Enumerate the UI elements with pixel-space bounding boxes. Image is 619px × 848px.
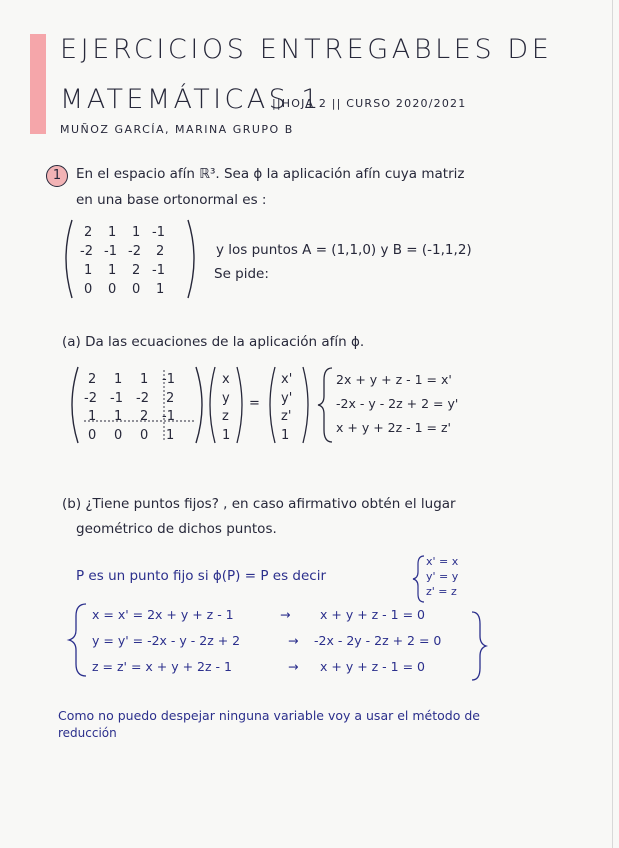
system-right-equation: x + y + z - 1 = 0	[320, 607, 425, 622]
matrix-cell: 2	[88, 372, 97, 387]
matrix-cell: 2	[84, 225, 93, 240]
fixed-condition: z' = z	[426, 585, 457, 598]
title-line-2: MATEMÁTICAS 1	[60, 84, 322, 115]
vector-x-entry: x	[222, 372, 230, 387]
vector-x-prime-entry: 1	[281, 427, 290, 443]
matrix-cell: 1	[108, 225, 117, 240]
matrix-cell: -2	[136, 390, 149, 406]
part-b-heading-line-2: geométrico de dichos puntos.	[76, 521, 277, 537]
vector-x-prime-entry: x'	[281, 372, 293, 387]
matrix-cell: 0	[132, 282, 141, 297]
exercise-statement-line-1: En el espacio afín ℝ³. Sea ϕ la aplicación afín cuya matriz	[76, 166, 465, 182]
title-line-1: EJERCICIOS ENTREGABLES DE	[60, 34, 553, 65]
part-a-equation: 2x + y + z - 1 = x'	[336, 372, 452, 387]
matrix-cell: -2	[80, 244, 93, 259]
system-left-equation: z = z' = x + y + 2z - 1	[92, 659, 232, 674]
matrix-cell: -1	[152, 225, 165, 240]
matrix-cell: -1	[110, 390, 123, 406]
system-right-equation: -2x - 2y - 2z + 2 = 0	[314, 633, 442, 648]
part-b-heading-line-1: (b) ¿Tiene puntos fijos? , en caso afirmativo obtén el lugar	[62, 496, 456, 512]
fixed-point-definition: P es un punto fijo si ϕ(P) = P es decir	[76, 568, 327, 584]
system-left-equation: y = y' = -2x - y - 2z + 2	[92, 633, 241, 648]
matrix-cell: 0	[88, 427, 97, 443]
matrix-cell: 0	[84, 282, 93, 297]
system-arrow: →	[288, 659, 299, 674]
matrix-cell: 1	[108, 263, 117, 278]
vector-x-entry: 1	[222, 427, 231, 443]
matrix-cell: 1	[114, 409, 123, 424]
part-a-equation: -2x - y - 2z + 2 = y'	[336, 396, 459, 411]
vector-x-prime-entry: z'	[281, 409, 292, 424]
se-pide-text: Se pide:	[214, 266, 269, 282]
system-left-equation: x = x' = 2x + y + z - 1	[92, 607, 234, 622]
matrix-cell: 2	[166, 390, 175, 406]
matrix-cell: 0	[114, 427, 123, 443]
note-line-1: Como no puedo despejar ninguna variable voy a usar el método de	[58, 708, 480, 723]
note-line-2: reducción	[58, 726, 117, 740]
part-a-equation: x + y + 2z - 1 = z'	[336, 420, 451, 435]
matrix-cell: 2	[156, 244, 165, 259]
author-line: MUÑOZ GARCÍA, MARINA GRUPO B	[60, 123, 294, 136]
matrix-cell: 0	[108, 282, 117, 297]
vector-x-entry: z	[222, 409, 229, 424]
matrix-cell: -1	[152, 263, 165, 278]
vector-x-prime-entry: y'	[281, 390, 293, 406]
fixed-condition: y' = y	[426, 570, 459, 583]
matrix-cell: 2	[132, 263, 141, 278]
matrix-cell: 2	[140, 409, 149, 424]
matrix-cell: 0	[140, 427, 149, 443]
matrix-cell: -2	[84, 390, 97, 406]
matrix-cell: 1	[84, 263, 93, 278]
vector-x-entry: y	[222, 390, 230, 406]
system-arrow: →	[280, 607, 291, 622]
exercise-statement-line-2: en una base ortonormal es :	[76, 192, 267, 208]
title-subtitle: ||HOJA 2 || CURSO 2020/2021	[272, 97, 467, 110]
exercise-number-badge: 1	[46, 165, 68, 187]
matrix-cell: 1	[88, 409, 97, 424]
equals-sign: =	[249, 396, 260, 411]
system-arrow: →	[288, 633, 299, 648]
matrix-cell: 1	[156, 282, 165, 297]
matrix-cell: 1	[114, 372, 123, 387]
matrix-cell: 1	[140, 372, 149, 387]
matrix-cell: -1	[162, 409, 175, 424]
part-a-heading: (a) Da las ecuaciones de la aplicación afín ϕ.	[62, 334, 365, 350]
fixed-condition: x' = x	[426, 555, 459, 568]
matrix-cell: 1	[132, 225, 141, 240]
points-text: y los puntos A = (1,1,0) y B = (-1,1,2)	[216, 242, 472, 258]
matrix-cell: 1	[166, 427, 175, 443]
system-right-equation: x + y + z - 1 = 0	[320, 659, 425, 674]
matrix-cell: -1	[104, 244, 117, 259]
matrix-cell: -2	[128, 244, 141, 259]
matrix-cell: -1	[162, 372, 175, 387]
